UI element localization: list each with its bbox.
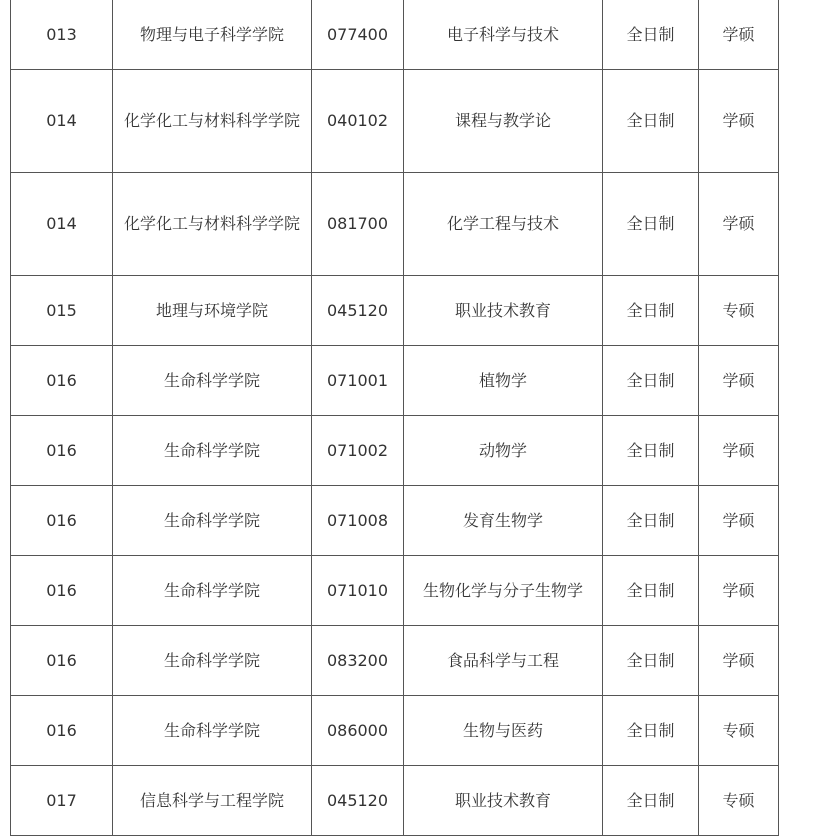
college-name-cell: 生命科学学院 — [113, 626, 312, 696]
college-code-cell: 016 — [11, 556, 113, 626]
major-code-cell: 077400 — [312, 0, 404, 70]
study-mode-cell: 全日制 — [603, 173, 699, 276]
study-mode-cell: 全日制 — [603, 696, 699, 766]
study-mode-cell: 全日制 — [603, 0, 699, 70]
study-mode-cell: 全日制 — [603, 416, 699, 486]
table-row — [11, 70, 779, 173]
college-name-cell: 化学化工与材料科学学院 — [113, 173, 312, 276]
study-mode-cell: 全日制 — [603, 626, 699, 696]
table-row — [11, 416, 779, 486]
college-code-cell: 014 — [11, 173, 113, 276]
degree-type-cell: 学硕 — [699, 486, 779, 556]
college-code-cell: 013 — [11, 0, 113, 70]
college-name-cell: 信息科学与工程学院 — [113, 766, 312, 836]
major-code-cell: 045120 — [312, 766, 404, 836]
college-code-cell: 016 — [11, 346, 113, 416]
major-name-cell: 动物学 — [404, 416, 603, 486]
major-name-cell: 生物与医药 — [404, 696, 603, 766]
major-name-cell: 化学工程与技术 — [404, 173, 603, 276]
college-code-cell: 014 — [11, 70, 113, 173]
table-row — [11, 346, 779, 416]
major-code-cell: 081700 — [312, 173, 404, 276]
major-code-cell: 045120 — [312, 276, 404, 346]
degree-type-cell: 学硕 — [699, 556, 779, 626]
table-row — [11, 173, 779, 276]
study-mode-cell: 全日制 — [603, 556, 699, 626]
major-code-cell: 071008 — [312, 486, 404, 556]
major-code-cell: 083200 — [312, 626, 404, 696]
college-code-cell: 016 — [11, 696, 113, 766]
college-code-cell: 015 — [11, 276, 113, 346]
college-code-cell: 016 — [11, 416, 113, 486]
table-row — [11, 696, 779, 766]
majors-table-container — [10, 0, 778, 836]
table-row — [11, 276, 779, 346]
major-code-cell: 071002 — [312, 416, 404, 486]
college-name-cell: 生命科学学院 — [113, 416, 312, 486]
study-mode-cell: 全日制 — [603, 766, 699, 836]
major-code-cell: 071001 — [312, 346, 404, 416]
degree-type-cell: 学硕 — [699, 173, 779, 276]
major-name-cell: 课程与教学论 — [404, 70, 603, 173]
degree-type-cell: 学硕 — [699, 346, 779, 416]
study-mode-cell: 全日制 — [603, 276, 699, 346]
degree-type-cell: 学硕 — [699, 626, 779, 696]
college-name-cell: 生命科学学院 — [113, 556, 312, 626]
college-name-cell: 生命科学学院 — [113, 346, 312, 416]
table-row — [11, 486, 779, 556]
major-name-cell: 职业技术教育 — [404, 766, 603, 836]
major-code-cell: 040102 — [312, 70, 404, 173]
college-name-cell: 物理与电子科学学院 — [113, 0, 312, 70]
major-code-cell: 086000 — [312, 696, 404, 766]
college-code-cell: 016 — [11, 486, 113, 556]
college-name-cell: 化学化工与材料科学学院 — [113, 70, 312, 173]
degree-type-cell: 专硕 — [699, 696, 779, 766]
table-row — [11, 766, 779, 836]
college-name-cell: 生命科学学院 — [113, 486, 312, 556]
major-name-cell: 电子科学与技术 — [404, 0, 603, 70]
table-row — [11, 0, 779, 70]
major-name-cell: 植物学 — [404, 346, 603, 416]
study-mode-cell: 全日制 — [603, 486, 699, 556]
major-code-cell: 071010 — [312, 556, 404, 626]
table-row — [11, 556, 779, 626]
college-code-cell: 016 — [11, 626, 113, 696]
degree-type-cell: 专硕 — [699, 276, 779, 346]
college-name-cell: 生命科学学院 — [113, 696, 312, 766]
degree-type-cell: 学硕 — [699, 416, 779, 486]
college-name-cell: 地理与环境学院 — [113, 276, 312, 346]
major-name-cell: 食品科学与工程 — [404, 626, 603, 696]
major-name-cell: 发育生物学 — [404, 486, 603, 556]
study-mode-cell: 全日制 — [603, 346, 699, 416]
degree-type-cell: 学硕 — [699, 0, 779, 70]
college-code-cell: 017 — [11, 766, 113, 836]
degree-type-cell: 学硕 — [699, 70, 779, 173]
study-mode-cell: 全日制 — [603, 70, 699, 173]
major-name-cell: 生物化学与分子生物学 — [404, 556, 603, 626]
major-name-cell: 职业技术教育 — [404, 276, 603, 346]
degree-type-cell: 专硕 — [699, 766, 779, 836]
table-row — [11, 626, 779, 696]
majors-table — [10, 0, 779, 836]
